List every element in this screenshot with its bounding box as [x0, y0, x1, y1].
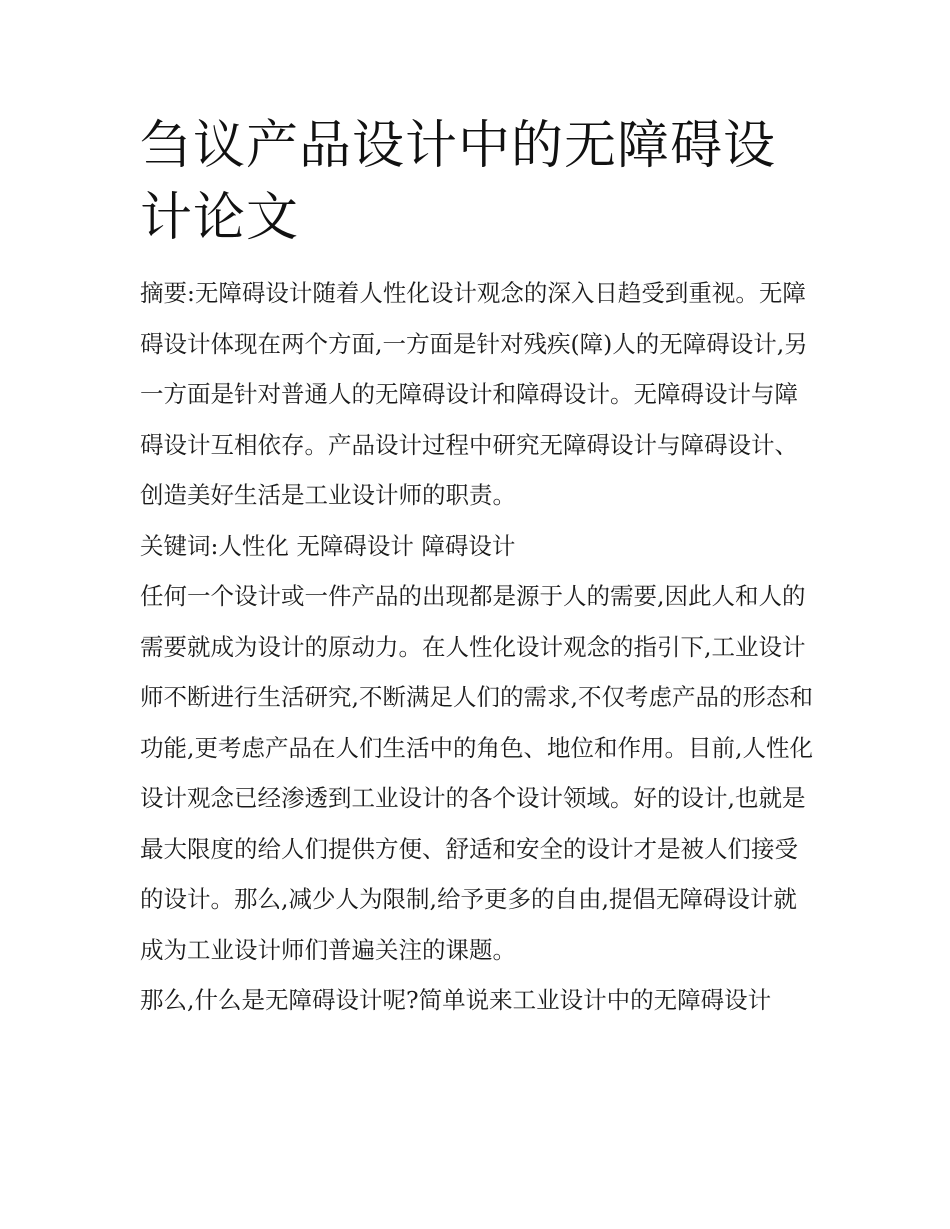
- document-title: 刍议产品设计中的无障碍设计论文: [140, 116, 777, 248]
- keywords-paragraph: 关键词:人性化 无障碍设计 障碍设计: [140, 531, 516, 560]
- body-paragraph-2: 那么,什么是无障碍设计呢?简单说来工业设计中的无障碍设计: [140, 986, 772, 1014]
- body-paragraph-1: 任何一个设计或一件产品的出现都是源于人的需要,因此人和人的需要就成为设计的原动力。在人性化设计观念的指引下,工业设计师不断进行生活研究,不断满足人们的需求,不仅考虑产品的形态和功能,更考虑产品在人们生活中的角色、地位和作用。目前,人性化设计观念已经渗透到工业设计的各个设计领域。好的设计,也就是最大限度的给人们提供方便、舒适和安全的设计才是被人们接受的设计。那么,减少人为限制,给予更多的自由,提倡无障碍设计就成为工业设计师们普遍关注的课题。: [140, 582, 813, 964]
- abstract-paragraph: 摘要:无障碍设计随着人性化设计观念的深入日趋受到重视。无障碍设计体现在两个方面,一方面是针对残疾(障)人的无障碍设计,另一方面是针对普通人的无障碍设计和障碍设计。无障碍设计与障碍设计互相依存。产品设计过程中研究无障碍设计与障碍设计、创造美好生活是工业设计师的职责。: [140, 279, 808, 509]
- document-body: [140, 110, 815, 1026]
